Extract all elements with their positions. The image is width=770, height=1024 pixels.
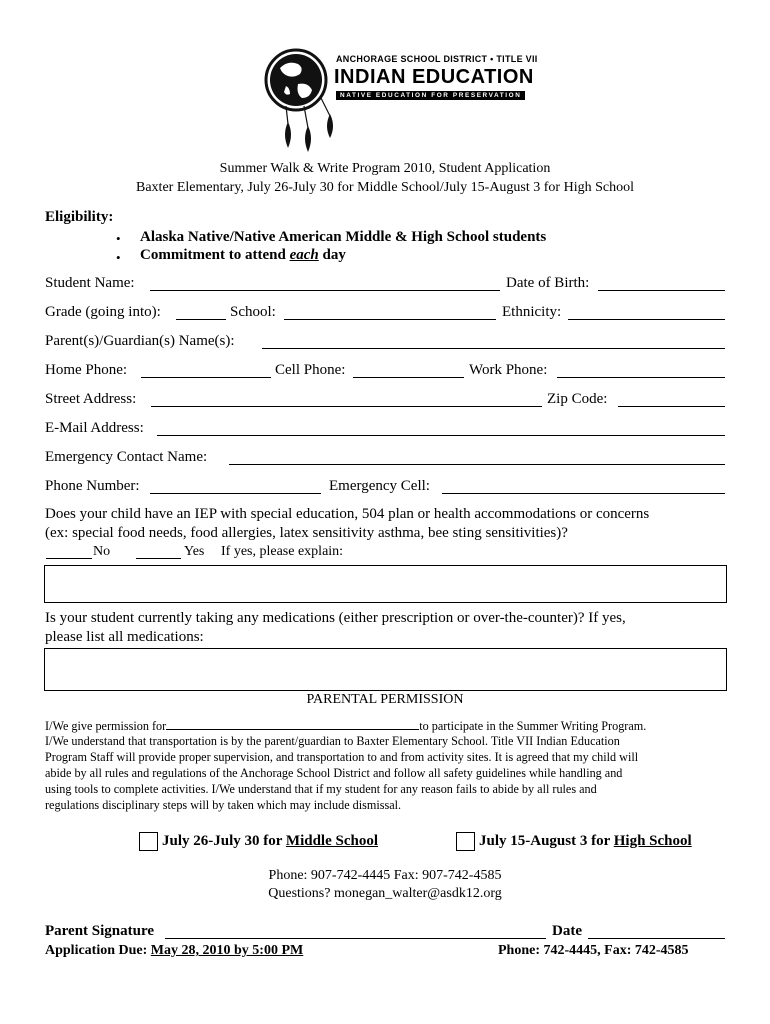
- emergency-name-field[interactable]: [229, 464, 725, 465]
- logo-district: ANCHORAGE SCHOOL DISTRICT • TITLE VII: [336, 54, 538, 64]
- student-name-field[interactable]: [150, 290, 500, 291]
- bullet-icon: •: [116, 250, 121, 265]
- grade-field[interactable]: [176, 319, 226, 320]
- home-phone-label: Home Phone:: [45, 362, 128, 378]
- emergency-name-label: Emergency Contact Name:: [45, 449, 208, 465]
- email-label: E-Mail Address:: [45, 420, 144, 436]
- form-title: Summer Walk & Write Program 2010, Student Application: [219, 161, 551, 176]
- logo-tagline: NATIVE EDUCATION FOR PRESERVATION: [336, 91, 525, 100]
- cell-phone-field[interactable]: [353, 377, 464, 378]
- permission-line2: I/We understand that transportation is by the parent/guardian to Baxter Elementary School. Title VII Indian Education: [45, 734, 620, 748]
- ethnicity-field[interactable]: [568, 319, 725, 320]
- signature-label: Parent Signature: [45, 923, 155, 939]
- grade-label: Grade (going into):: [45, 304, 161, 320]
- middle-school-checkbox[interactable]: [139, 832, 158, 851]
- eligibility-label: Eligibility:: [45, 209, 114, 225]
- permission-line3: Program Staff will provide proper supervision, and transportation to and from activity sites. It is agreed that my child will: [45, 750, 639, 764]
- permission-heading: PARENTAL PERMISSION: [306, 692, 464, 707]
- eligibility-item-2: Commitment to attend each day: [140, 247, 346, 263]
- middle-school-option: July 26-July 30 for Middle School: [162, 833, 379, 849]
- work-phone-field[interactable]: [557, 377, 725, 378]
- emergency-cell-field[interactable]: [442, 493, 725, 494]
- logo: [258, 44, 538, 156]
- dob-label: Date of Birth:: [506, 275, 590, 291]
- iep-yes-field[interactable]: [136, 558, 181, 559]
- work-phone-label: Work Phone:: [469, 362, 548, 378]
- meds-box[interactable]: [44, 648, 727, 691]
- school-label: School:: [230, 304, 276, 320]
- parents-field[interactable]: [262, 348, 725, 349]
- home-phone-field[interactable]: [141, 377, 271, 378]
- student-name-label: Student Name:: [45, 275, 135, 291]
- eligibility-item-1: Alaska Native/Native American Middle & High School students: [140, 229, 547, 245]
- permission-line4: abide by all rules and regulations of the Anchorage School District and follow all safety guidelines while handling and: [45, 766, 623, 780]
- iep-no-label: No: [93, 544, 111, 559]
- permission-line5: using tools to complete activities. I/We understand that if my student for any reason fails to abide by all rules and: [45, 782, 597, 796]
- contact-questions: Questions? monegan_walter@asdk12.org: [268, 886, 502, 901]
- permission-line6: regulations disciplinary steps will by taken which may include dismissal.: [45, 798, 402, 812]
- zip-field[interactable]: [618, 406, 725, 407]
- high-school-option: July 15-August 3 for High School: [479, 833, 692, 849]
- phone-number-label: Phone Number:: [45, 478, 140, 494]
- permission-line1: I/We give permission for to participate in the Summer Writing Program.: [45, 719, 647, 733]
- phone-number-field[interactable]: [150, 493, 321, 494]
- emergency-cell-label: Emergency Cell:: [329, 478, 430, 494]
- ethnicity-label: Ethnicity:: [502, 304, 562, 320]
- high-school-checkbox[interactable]: [456, 832, 475, 851]
- iep-no-field[interactable]: [46, 558, 92, 559]
- date-field[interactable]: [588, 938, 725, 939]
- iep-explain-box[interactable]: [44, 565, 727, 603]
- iep-explain-label: If yes, please explain:: [221, 544, 344, 559]
- meds-question-line1: Is your student currently taking any medications (either prescription or over-the-counter)? If yes,: [45, 610, 626, 626]
- zip-label: Zip Code:: [547, 391, 608, 407]
- signature-field[interactable]: [165, 938, 546, 939]
- date-label: Date: [552, 923, 582, 939]
- application-due: Application Due: May 28, 2010 by 5:00 PM: [45, 943, 304, 958]
- bullet-icon: •: [116, 231, 121, 246]
- dob-field[interactable]: [598, 290, 725, 291]
- footer-phone-fax: Phone: 742-4445, Fax: 742-4585: [498, 943, 689, 958]
- iep-yes-label: Yes: [184, 544, 205, 559]
- form-subtitle: Baxter Elementary, July 26-July 30 for Middle School/July 15-August 3 for High School: [136, 180, 634, 195]
- cell-phone-label: Cell Phone:: [275, 362, 346, 378]
- student-permission-field[interactable]: [166, 718, 419, 730]
- email-field[interactable]: [157, 435, 725, 436]
- logo-program: INDIAN EDUCATION: [334, 66, 534, 88]
- contact-phone: Phone: 907-742-4445 Fax: 907-742-4585: [268, 868, 502, 883]
- iep-question-line2: (ex: special food needs, food allergies, latex sensitivity asthma, bee sting sensitivities)?: [45, 525, 568, 541]
- school-field[interactable]: [284, 319, 496, 320]
- globe-feathers-icon: [258, 44, 343, 156]
- meds-question-line2: please list all medications:: [45, 629, 204, 645]
- parents-label: Parent(s)/Guardian(s) Name(s):: [45, 333, 235, 349]
- iep-question-line1: Does your child have an IEP with special education, 504 plan or health accommodations or concerns: [45, 506, 650, 522]
- street-label: Street Address:: [45, 391, 137, 407]
- street-field[interactable]: [151, 406, 542, 407]
